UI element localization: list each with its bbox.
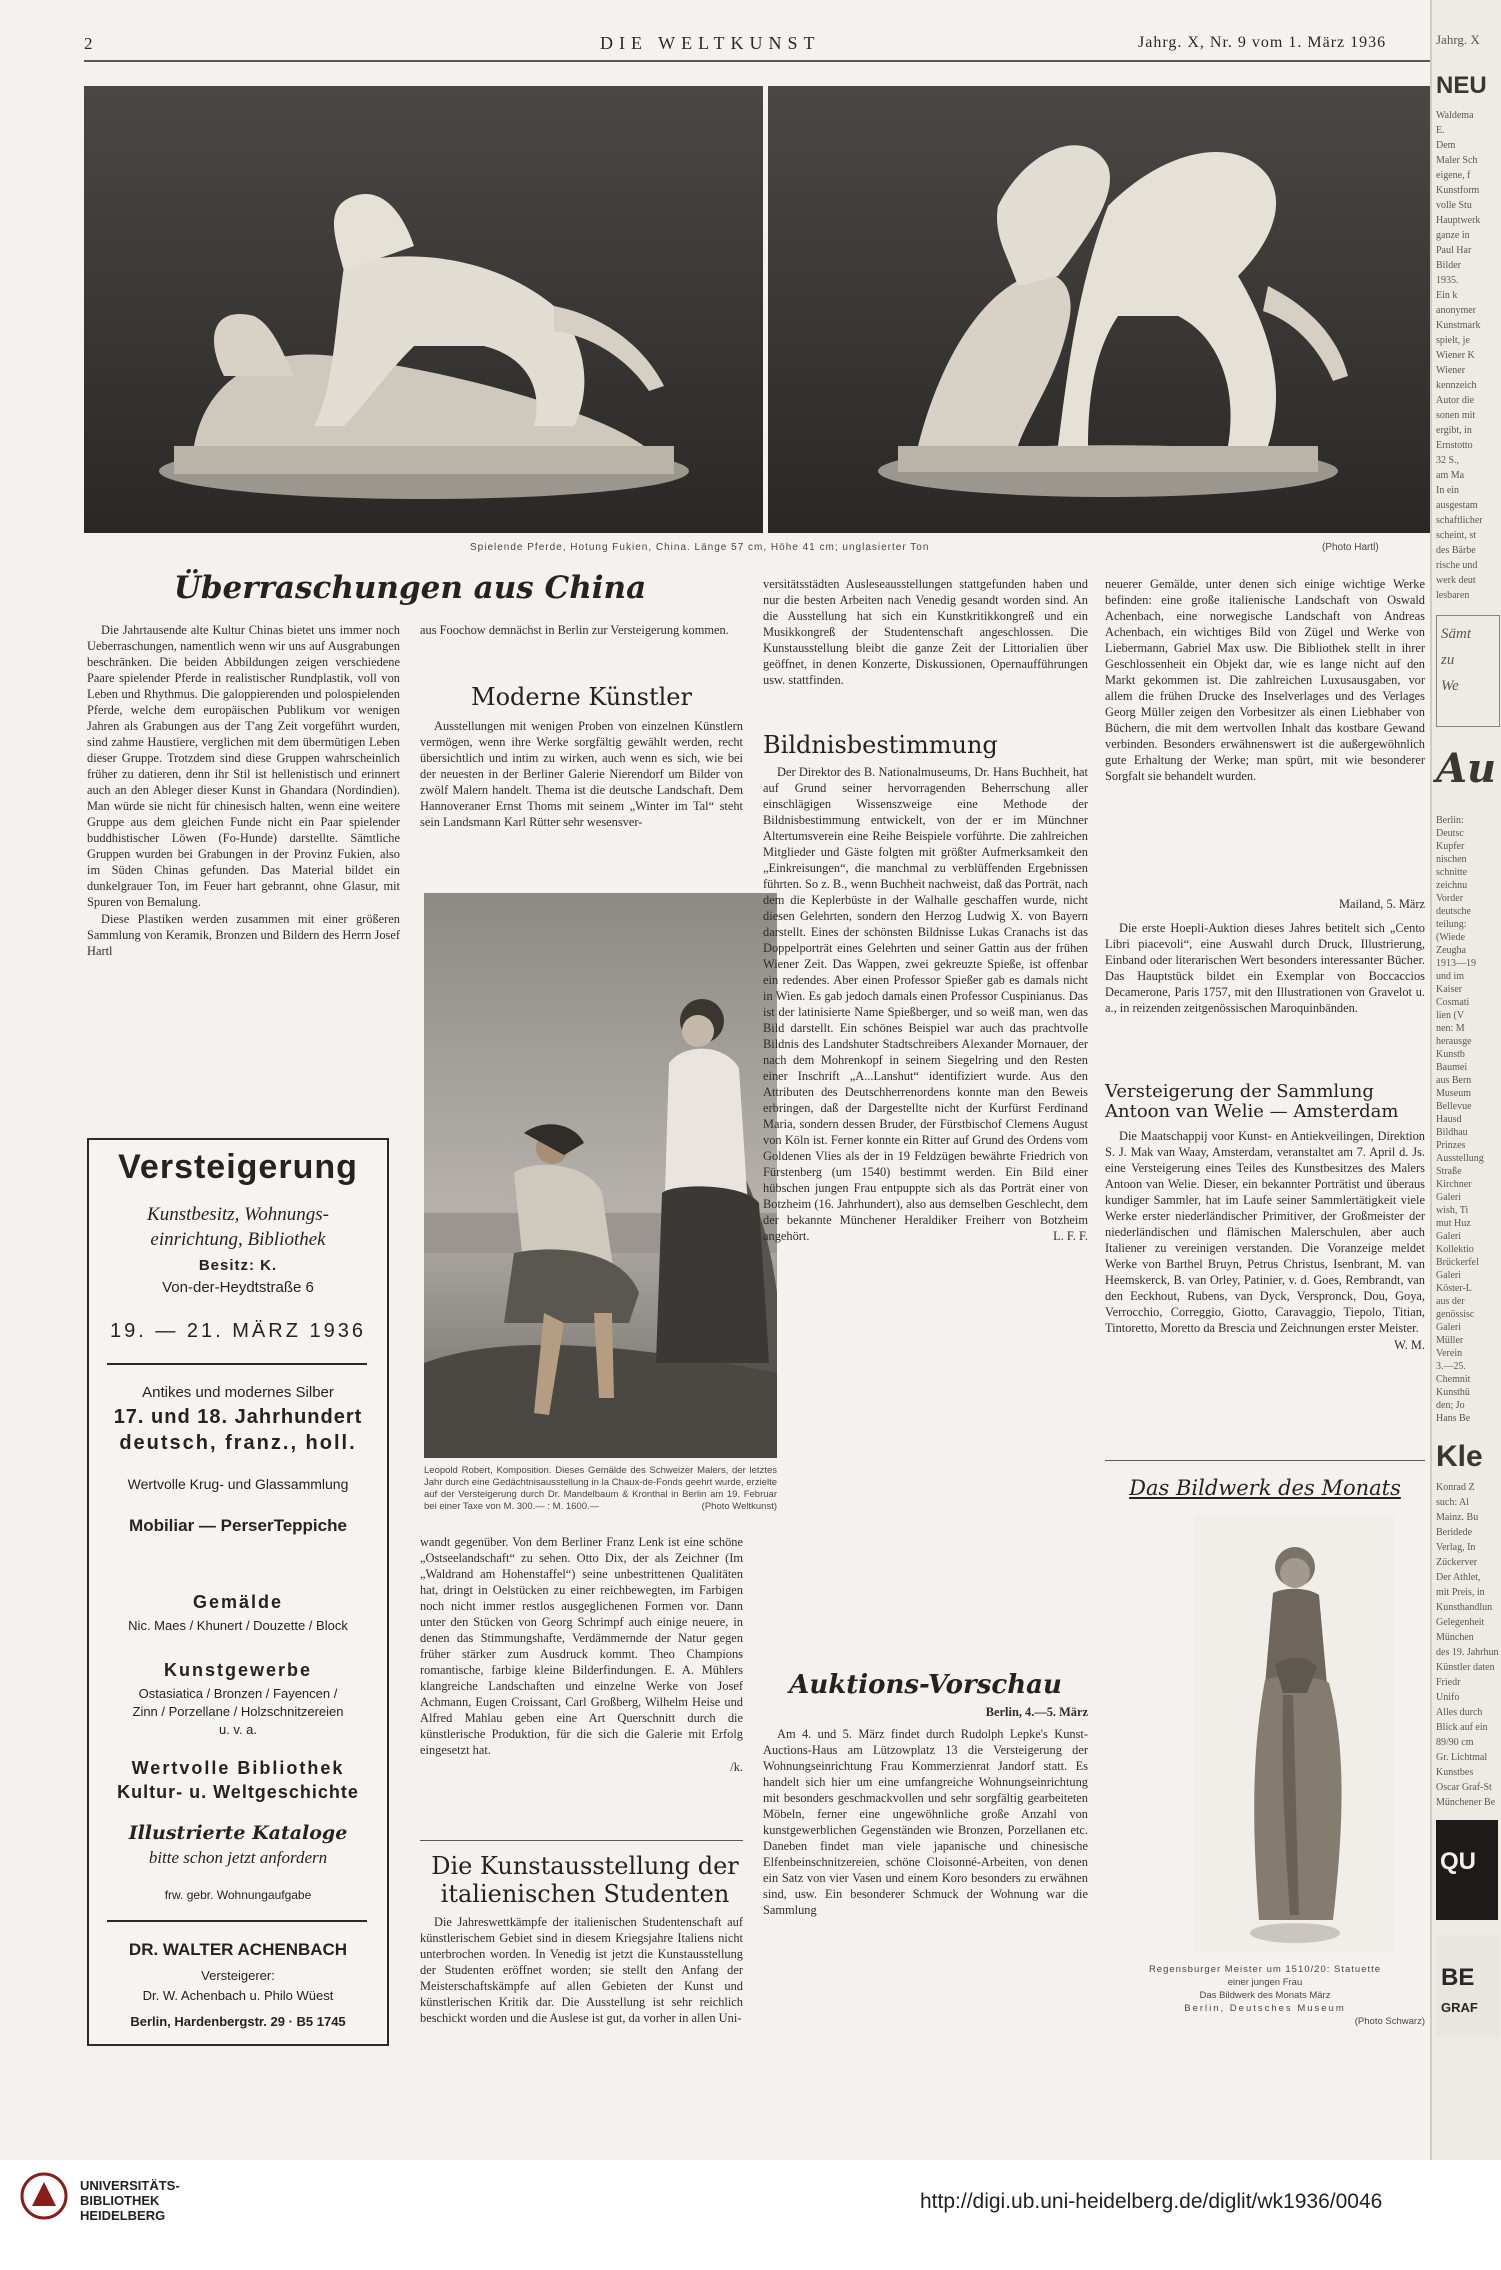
adjacent-lines3-line: Der Athlet, — [1436, 1572, 1481, 1583]
header-rule — [84, 60, 1430, 62]
article-portrait-identification-signature: L. F. F. — [1053, 1229, 1088, 1243]
adjacent-lines3-line: Münchener Be — [1436, 1797, 1496, 1808]
adjacent-lines3-line: Konrad Z — [1436, 1482, 1475, 1493]
adjacent-lines3-line: Gelegenheit — [1436, 1617, 1485, 1628]
adjacent-lines-line: 1935. — [1436, 275, 1459, 286]
ad-paintings-heading: Gemälde — [192, 1592, 284, 1612]
article-modern-artists-paragraph-1: Ausstellungen mit wenigen Proben von einzelnen Künstlern vermögen, wenn ihre Werke sorgfältig gewählt werden, recht übersichtlich und intim zu wirken, auch wenn es sich, wie bei der neuesten in der Berliner Galerie Nierendorf um Bilder von zwölf Malern handelt. Thema ist die deutsche Landschaft. Dem Hannoveraner Ernst Thoms mit seinem „Winter im Tal“ steht sein Landsmann Karl Rütter sehr wesensver- — [420, 719, 743, 829]
adjacent-lines-line: rische und — [1436, 560, 1478, 571]
ad-address: Von-der-Heydtstraße 6 — [162, 1279, 314, 1296]
adjacent-lines3-line: mit Preis, in — [1436, 1587, 1485, 1598]
adjacent-lines3-line: 89/90 cm — [1436, 1737, 1474, 1748]
ad-origin: deutsch, franz., holl. — [119, 1432, 357, 1454]
adjacent-lines2-line: Verein — [1436, 1348, 1463, 1359]
ad-auctioneer-names: Dr. W. Achenbach u. Philo Wüest — [142, 1988, 334, 2003]
adjacent-lines-line: des Bärbe — [1436, 545, 1476, 556]
ad-crafts-2: Zinn / Porzellane / Holzschnitzereien — [132, 1704, 344, 1719]
article-modern-artists-part1 — [420, 718, 743, 831]
horse-sculpture-illustration — [84, 86, 763, 533]
university-seal-icon — [18, 2170, 70, 2222]
adjacent-lines-line: sonen mit — [1436, 410, 1476, 421]
adjacent-lines2-line: Galeri — [1436, 1192, 1461, 1203]
adjacent-page-grey-ad — [1436, 1935, 1500, 2037]
page-number: 2 — [84, 34, 94, 53]
article-van-welie-signature: W. M. — [1394, 1338, 1425, 1352]
adjacent-lines2-line: Brückerfel — [1436, 1257, 1479, 1268]
milan-paragraph: Die erste Hoepli-Auktion dieses Jahres betitelt sich „Cento Libri piacevoli“, eine Auswahl durch Druck, Illustrierung, Einband oder literarischen Wert besonders interessanter Bücher. Das Hauptstück bildet ein Exemplar von Boccaccios Decamerone, Paris 1757, mit den Illustrationen von Gravelot u. a., in reizenden zeitgenössischen Maroquinbänden. — [1105, 921, 1425, 1015]
auction-advertisement — [87, 1138, 389, 2046]
adjacent-lines2-line: 1913—19 — [1436, 958, 1476, 969]
adjacent-lines3-line: Mainz. Bu — [1436, 1512, 1479, 1523]
adjacent-lines3-line: Künstler daten — [1436, 1662, 1495, 1673]
column-4-divider — [1105, 1460, 1425, 1461]
ad-firm: DR. WALTER ACHENBACH — [128, 1940, 348, 1959]
ad-silver: Antikes und modernes Silber — [142, 1384, 334, 1401]
adjacent-lines3-line: Blick auf ein — [1436, 1722, 1488, 1733]
adjacent-page-black-ad — [1436, 1820, 1498, 1920]
adjacent-lines-line: Paul Har — [1436, 245, 1472, 256]
adjacent-lines3-line: such: Al — [1436, 1497, 1470, 1508]
painting-caption — [424, 1465, 777, 1513]
adjacent-lines-line: Kunstform — [1436, 185, 1480, 196]
ad-crafts-heading: Kunstgewerbe — [163, 1660, 313, 1680]
adjacent-lines-line: Bilder — [1436, 260, 1461, 271]
adjacent-lines2-line: wish, Ti — [1436, 1205, 1469, 1216]
ad-library-2: Kultur- u. Weltgeschichte — [117, 1782, 359, 1802]
ad-owner: Besitz: K. — [198, 1257, 278, 1274]
university-name-line-1: UNIVERSITÄTS- — [80, 2178, 180, 2193]
adjacent-lines2-line: teilung: — [1436, 919, 1467, 930]
adjacent-lines2-line: und im — [1436, 971, 1465, 982]
adjacent-lines-line: lesbaren — [1436, 590, 1470, 601]
adjacent-page-black-ad-text: QU — [1440, 1848, 1476, 1875]
article-van-welie — [1105, 1128, 1425, 1353]
adjacent-lines2-line: Kunstb — [1436, 1049, 1465, 1060]
adjacent-lines2-line: Baumei — [1436, 1062, 1468, 1073]
adjacent-page-strip — [1430, 0, 1501, 2160]
adjacent-page-box-line-2: zu — [1441, 652, 1455, 668]
article-title-van-welie-line-1: Versteigerung der Sammlung — [1105, 1081, 1374, 1102]
adjacent-lines2-line: Galeri — [1436, 1322, 1461, 1333]
adjacent-lines2-line: zeichnu — [1436, 880, 1468, 891]
top-photo-caption: Spielende Pferde, Hotung Fukien, China. Länge 57 cm, Höhe 41 cm; unglasierter Ton — [470, 542, 930, 553]
ad-painters: Nic. Maes / Khunert / Douzette / Block — [128, 1618, 348, 1633]
article-title-student-exhibition — [420, 1852, 750, 1908]
adjacent-lines2-line: mut Huz — [1436, 1218, 1471, 1229]
digitization-url[interactable]: http://digi.ub.uni-heidelberg.de/diglit/wk1936/0046 — [920, 2190, 1383, 2213]
statuette-illustration — [1195, 1515, 1395, 1953]
adjacent-lines-line: Maler Sch — [1436, 155, 1478, 166]
adjacent-lines-line: In ein — [1436, 485, 1460, 496]
adjacent-page-grey-ad-text-1: BE — [1441, 1964, 1475, 1991]
ad-catalogues-request: bitte schon jetzt anfordern — [148, 1848, 328, 1867]
horse-sculpture-photo-left — [84, 86, 763, 533]
adjacent-lines3-line: Zückerver — [1436, 1557, 1478, 1568]
adjacent-page-box-line-3: We — [1441, 678, 1459, 694]
university-library-name — [80, 2178, 180, 2223]
adjacent-lines2-line: Galeri — [1436, 1231, 1461, 1242]
adjacent-lines3-line: Kunsthandlun — [1436, 1602, 1493, 1613]
adjacent-lines2-line: Prinzes — [1436, 1140, 1466, 1151]
article-china-paragraph-1: Die Jahrtausende alte Kultur Chinas bietet uns immer noch Ueberraschungen, namentlich wenn wir uns auf Ausgrabungen beschränken. Die beiden Abbildungen zeigen verschiedene Paare spielender Pferde in realistischer Rundplastik, voll von Leben und Rhythmus. Die galoppierenden und polospielenden Pferde, welche dem europäischen Publikum vor wenigen Jahren als Grabungen aus der T'ang Zeit vorgeführt wurden, sind zahme Haustiere, verglichen mit dem übermütigen Leben dieser Gruppe. Trotzdem sind diese Gruppen wahrscheinlich früher zu datieren, denn ihr Stil ist hellenistisch und erinnert auch an den Ableger dieser Kunst in Ghandara (Nordindien). Man würde sie nicht für chinesisch halten, wenn eine weitere Gruppe aus dem gleichen Funde nicht ein Paar spielender buddhistischer Löwen (Fo-Hunde) darstellte. Sämtliche Gruppen wurden bei Grabungen in der Provinz Fukien, also im Süden Chinas gefunden. Das Material bildet ein dunkelgrauer Ton, im Feuer hart gebrannt, ohne Glasur, mit Spuren von Bemalung. — [87, 623, 400, 909]
ad-subtitle-2: einrichtung, Bibliothek — [150, 1229, 326, 1250]
adjacent-page-grey-ad-text-2: GRAF — [1441, 2000, 1478, 2015]
article-china-col2 — [420, 622, 743, 639]
article-title-van-welie — [1105, 1082, 1425, 1122]
adjacent-lines2-line: genössisc — [1436, 1309, 1475, 1320]
ad-reason: frw. gebr. Wohnungaufgabe — [164, 1888, 312, 1902]
adjacent-lines-line: kennzeich — [1436, 380, 1477, 391]
adjacent-lines3-line: Oscar Graf-St — [1436, 1782, 1492, 1793]
adjacent-lines2-line: Kupfer — [1436, 841, 1465, 852]
adjacent-lines2-line: schnitte — [1436, 867, 1468, 878]
article-title-auction-preview: Auktions-Vorschau — [789, 1670, 1062, 1700]
ad-crafts-3: u. v. a. — [218, 1722, 258, 1737]
adjacent-lines-line: volle Stu — [1436, 200, 1472, 211]
statuette-photo — [1195, 1515, 1395, 1953]
statuette-credit: (Photo Schwarz) — [1354, 2016, 1425, 2027]
adjacent-lines2-line: Museum — [1436, 1088, 1471, 1099]
adjacent-lines2-line: Kollektio — [1436, 1244, 1474, 1255]
adjacent-lines2-line: 3.—25. — [1436, 1361, 1466, 1372]
bildwerk-title: Das Bildwerk des Monats — [1129, 1476, 1401, 1500]
painting-illustration — [424, 893, 777, 1458]
adjacent-lines2-line: nen: M — [1436, 1023, 1465, 1034]
adjacent-lines3-line: des 19. Jahrhun — [1436, 1647, 1499, 1658]
article-auction-preview — [763, 1704, 1088, 1919]
adjacent-lines2-line: Kirchner — [1436, 1179, 1472, 1190]
ad-catalogues: Illustrierte Kataloge — [128, 1822, 348, 1844]
article-student-exhibition-paragraph-2: versitätsstädten Ausleseausstellungen stattgefunden haben und nur die besten Arbeiten nach Venedig gesandt worden sind. An die Ausstellung hat sich ein Kunstkritikkongreß und ein Musikkongreß der Studentenschaft angeschlossen. Die Kunstausstellung bleibt die ganze Zeit der Littorialien über geöffnet, in denen Konzerte, Diskussionen, Opernaufführungen usw. stattfinden. — [763, 577, 1088, 687]
article-student-exhibition — [420, 1914, 743, 2027]
article-title-van-welie-line-2: Antoon van Welie — Amsterdam — [1105, 1101, 1399, 1122]
adjacent-lines2-line: lien (V — [1436, 1010, 1465, 1021]
ad-dates: 19. — 21. MÄRZ 1936 — [110, 1320, 366, 1342]
newspaper-title: DIE WELTKUNST — [600, 33, 821, 53]
adjacent-lines2-line: nischen — [1436, 854, 1467, 865]
adjacent-lines2-line: Chemnit — [1436, 1374, 1471, 1385]
adjacent-lines3-line: Verlag, In — [1436, 1542, 1476, 1553]
article-student-exhibition-paragraph-1: Die Jahreswettkämpfe der italienischen Studentenschaft auf künstlerischem Gebiet sind in diesem Kriegsjahre Italiens nicht unterbrochen worden. In Venedig ist jetzt die Kunstausstellung der Studenten eröffnet worden; sie stellt den Anfang der Meisterschaftskämpfe auf allen Gebieten der Kunst und künstlerischen Kritik dar. Die Ausstellung ist sehr reichlich beschickt worden und die Auslese ist gut, da vorher in allen Uni- — [420, 1915, 743, 2025]
adjacent-lines3-line: Kunstbes — [1436, 1767, 1474, 1778]
column-2-divider — [420, 1840, 743, 1841]
article-title-portrait-identification: Bildnisbestimmung — [763, 731, 998, 759]
adjacent-page-header: Jahrg. X — [1436, 32, 1480, 47]
adjacent-page-heading-neu: NEU — [1436, 72, 1487, 99]
adjacent-lines3-line: Unifo — [1436, 1692, 1460, 1703]
article-title-china: Überraschungen aus China — [173, 570, 647, 606]
adjacent-lines2-line: Kaiser — [1436, 984, 1463, 995]
adjacent-lines2-line: Hausd — [1436, 1114, 1462, 1125]
adjacent-lines2-line: Hans Be — [1436, 1413, 1471, 1424]
adjacent-lines-line: eigene, f — [1436, 170, 1471, 181]
ad-title: Versteigerung — [118, 1148, 358, 1186]
statuette-caption-line-1: Regensburger Meister um 1510/20: Statuette — [1148, 1964, 1382, 1975]
adjacent-page-box — [1436, 615, 1500, 727]
adjacent-page-heading-au: Au — [1436, 745, 1497, 792]
article-title-student-exhibition-line-1: Die Kunstausstellung der — [431, 1852, 739, 1880]
article-title-student-exhibition-line-2: italienischen Studenten — [440, 1880, 730, 1908]
article-portrait-identification-paragraph: Der Direktor des B. Nationalmuseums, Dr. Hans Buchheit, hat auf Grund seiner hervorragenden Beherrschung aller einschlägigen Wissenszweige eine Methode der Bildnisbestimmung entwickelt, von der er im Münchner Altertumsverein eine Reihe Beispiele vorführte. Die zahlreichen Mitglieder und Gäste folgten mit größter Aufmerksamkeit den „Einkreisungen“, die manchmal zu verblüffenden Ergebnissen führten. So z. B., wenn Buchheit nachweist, daß das Porträt, nach dem die Keplerbüste in der Walhalle geschaffen wurde, nicht diesen Gelehrten, sondern den Herzog Ludwig X. von Bayern darstellt. Eines der schönsten Bildnisse Lukas Cranachs ist das Doppelporträt eines Gelehrten und seiner Gattin aus der frühen Wiener Zeit. Das Wappen, zwei gekreuzte Spieße, ist offenbar ein redendes. Aber einen Professor Spießer gab es damals nicht in Wien. Es gab jedoch damals einen Professor Cuspinianus. Das ist der latinisierte Name Spießberger, und so weiß man, wen das Bild darstellt. Ein schönes Beispiel war auch das prachtvolle Bildnis des Landshuter Stadtschreibers Alexander Mornauer, der nach dem Mohrenkopf in seinem Siegelring und den Resten einer Inschrift „A...Lanshut“ identifiziert wurde. Aus den Attributen des Deutschherrenordens konnte man den Beweis erbringen, daß der Dargestellte nicht der Kurfürst Ferdinand Maria, sondern dessen Bruder, der Fürstbischof Clemens August von Köln ist. Ferner konnte ein Ritter auf Grund des Ordens vom Goldenen Vlies als der in 19 Feldzügen bewährte Friedrich von Fürstenberg (um 1540) bestimmt werden. Ein Bild einer hübschen jungen Frau entpuppte sich als das Porträt einer von Botzheim (16. Jahrhundert), also aus demselben Geschlecht, dem der bekannte Münchener Heraldiker Freiherr von Botzheim angehört. — [763, 765, 1088, 1243]
adjacent-page-box-line-1: Sämt — [1441, 626, 1471, 642]
adjacent-lines3-line: Gr. Lichtmal — [1436, 1752, 1488, 1763]
adjacent-lines2-line: Bellevue — [1436, 1101, 1472, 1112]
university-name-line-3: HEIDELBERG — [80, 2208, 166, 2223]
adjacent-lines2-line: Deutsc — [1436, 828, 1464, 839]
ad-glass: Wertvolle Krug- und Glassammlung — [127, 1476, 349, 1492]
adjacent-lines2-line: herausge — [1436, 1036, 1472, 1047]
adjacent-lines2-line: Galeri — [1436, 1270, 1461, 1281]
adjacent-lines2-line: Köster-L — [1436, 1283, 1472, 1294]
adjacent-lines-line: Wiener K — [1436, 350, 1475, 361]
statuette-caption-line-3: Das Bildwerk des Monats März — [1199, 1990, 1331, 2001]
adjacent-lines2-line: aus der — [1436, 1296, 1465, 1307]
statuette-caption-line-4: Berlin, Deutsches Museum — [1184, 2003, 1346, 2014]
adjacent-lines-line: Wiener — [1436, 365, 1466, 376]
article-modern-artists-paragraph-2: wandt gegenüber. Von dem Berliner Franz Lenk ist eine schöne „Ostseelandschaft“ zu sehen. Otto Dix, der als Zeichner (Im „Waldrand am Hohenstaffel“) seine unbestrittenen Qualitäten hat, dringt in Oelstücken zu einer reichbewegten, im Farbigen noch nicht immer restlos ausgeglichenen Formen vor. Dann unter den Stücken von Georg Schrimpf auch einige neuere, in denen das Stimmungshafte, Verdämmernde der Natur gegen früher stärker zum Ausdruck kommt. Theo Champions romantische, farbige kleine Bilderfindungen. E. A. Mühlers klangreiche Landschaften und einzelne Werke von Josef Achmann, Eugen Croissant, Carl Großberg, Wilhelm Heise und Alfred Mahlau geben eine Art Querschnitt durch die künstlerische Produktion, für die sich die Galerie mit Erfolg eingesetzt hat. — [420, 1535, 743, 1757]
auction-preview-paragraph-1: Am 4. und 5. März findet durch Rudolph Lepke's Kunst-Auctions-Haus am Lützowplatz 13 die Versteigerung der Wohnungseinrichtung Frau Kommerzienrat Jandorf statt. Es handelt sich hier um eine umfangreiche Wohnungseinrichtung mit besonders geschmackvollen und sehr sorgfältig gearbeiteten Möbeln, ferner eine ungewöhnliche große Anzahl von kunstgewerblichen Gegenständen wie Bronzen, Porzellanen etc. Daneben findet man viele japanische und chinesische Elfenbeinschnitzereien, schöne Cloisonné-Arbeiten, von denen ein Satz von vier Vasen und einem Koro besonders zu erwähnen sind, usw. Ein besonderer Schmuck der Wohnung war die Sammlung — [763, 1727, 1088, 1917]
ad-library-1: Wertvolle Bibliothek — [131, 1758, 345, 1778]
adjacent-lines2-line: deutsche — [1436, 906, 1471, 917]
ad-rule-1 — [107, 1363, 367, 1365]
ad-crafts-1: Ostasiatica / Bronzen / Fayencen / — [138, 1686, 338, 1701]
adjacent-lines-line: Ernstotto — [1436, 440, 1473, 451]
adjacent-lines-line: anonymer — [1436, 305, 1476, 316]
painting-credit: (Photo Weltkunst) — [701, 1501, 777, 1512]
adjacent-lines-line: Ein k — [1436, 290, 1458, 301]
horse-sculpture-illustration-2 — [768, 86, 1430, 533]
article-modern-artists-part2 — [420, 1534, 743, 1775]
adjacent-lines-line: E. — [1436, 125, 1445, 136]
horse-sculpture-photo-right — [768, 86, 1430, 533]
adjacent-lines2-line: Vorder — [1436, 893, 1464, 904]
adjacent-lines-line: spielt, je — [1436, 335, 1470, 346]
ad-contact: Berlin, Hardenbergstr. 29 · B5 1745 — [130, 2014, 346, 2029]
ad-century: 17. und 18. Jahrhundert — [113, 1406, 363, 1428]
article-portrait-identification-top — [763, 764, 1088, 1245]
statuette-caption — [1105, 1963, 1425, 2028]
adjacent-lines-line: ergibt, in — [1436, 425, 1472, 436]
adjacent-lines-line: werk deut — [1436, 575, 1476, 586]
adjacent-lines-line: ganze in — [1436, 230, 1470, 241]
ad-subtitle-1: Kunstbesitz, Wohnungs- — [147, 1204, 329, 1225]
milan-report — [1105, 896, 1425, 1017]
article-portrait-identification-intro — [763, 764, 1088, 1244]
ad-mobiliar: Mobiliar — PerserTeppiche — [129, 1516, 347, 1535]
adjacent-lines3-line: Alles durch — [1436, 1707, 1483, 1718]
statuette-caption-line-2: einer jungen Frau — [1227, 1977, 1303, 1988]
top-photo-credit: (Photo Hartl) — [1322, 542, 1379, 553]
adjacent-lines2-line: Müller — [1436, 1335, 1464, 1346]
article-van-welie-paragraph: Die Maatschappij voor Kunst- en Antiekveilingen, Direktion S. J. Mak van Waay, Amsterdam, veranstaltet am 7. April d. Js. eine Versteigerung eines Teiles des Kunstbesitzes des Malers Antoon van Welie. Dieser, ein bekannter Porträtist und überaus kundiger Sammler, hat im Laufe seiner Sammlertätigkeit viele Werke erster niederländischer Primitiver, der Großmeister der niederländischen und flämischen Malerschulen, aber auch Italiener zu vereinigen verstanden. Die Voranzeige meldet Werke von Barthel Bruyn, Petrus Christus, Isenbrant, M. van Heemskerck, B. van Orley, Patinier, v. d. Goes, Rembrandt, van den Eeckhout, Rubens, van Dyck, Verspronck, Dou, Goya, Verrocchio, Correggio, Giotto, Caravaggio, Tiepolo, Titian, Tintoretto, Moretto da Brescia und Zeichnungen erster Meister. — [1105, 1129, 1425, 1335]
adjacent-lines2-line: Bildhau — [1436, 1127, 1468, 1138]
adjacent-lines-line: 32 S., — [1436, 455, 1460, 466]
adjacent-lines-line: Autor die — [1436, 395, 1475, 406]
adjacent-page-heading-kle: Kle — [1436, 1440, 1483, 1473]
auction-preview-paragraph-2: neuerer Gemälde, unter denen sich einige wichtige Werke befinden: eine große italienische Landschaft von Oswald Achenbach, eine norwegische Landschaft von Andreas Achenbach, ein wichtiges Bild von Zügel und Werke von Liebermann, Gabriel Max usw. Die Bibliothek stellt in ihrer Geschlossenheit ein Objekt dar, wie es lange nicht auf den Markt gekommen ist. Die zahlreichen Luxusausgaben, vor allem die frühen Drucke des Inselverlages und des Verlages Georg Müller zeigen den Vorbesitzer als einen Liebhaber von Büchern, die mit dem wertvollen Inhalt das kostbare Gewand verbinden. Besonders erwähnenswert ist die außergewöhnlich gute Erhaltung der Werke; man spürt, mit wie besonderer Sorgfalt sie behandelt wurden. — [1105, 577, 1425, 783]
article-china-col1 — [87, 622, 400, 960]
article-title-modern-artists: Moderne Künstler — [471, 683, 692, 711]
adjacent-lines3-line: Friedr — [1436, 1677, 1461, 1688]
milan-dateline: Mailand, 5. März — [1338, 897, 1425, 911]
adjacent-lines-line: Kunstmark — [1436, 320, 1481, 331]
ad-auctioneer-label: Versteigerer: — [201, 1968, 275, 1983]
adjacent-lines-line: ausgestam — [1436, 500, 1478, 511]
adjacent-lines2-line: aus Bern — [1436, 1075, 1472, 1086]
article-modern-artists-signature: /k. — [730, 1760, 743, 1774]
ad-rule-2 — [107, 1920, 367, 1922]
adjacent-lines-line: scheint, st — [1436, 530, 1476, 541]
painting-caption-text: Leopold Robert, Komposition. Dieses Gemälde des Schweizer Malers, der letztes Jahr durch eine Gedächtnisausstellung in la Chaux-de-Fonds geehrt wurde, erzielte auf der Versteigerung durch Dr. Mandelbaum & Kronthal in Berlin am 19. Februar bei einer Taxe von M. 300.— : M. 1600.— — [424, 1465, 777, 1512]
adjacent-lines-line: Dem — [1436, 140, 1456, 151]
adjacent-lines-line: schaftlicher — [1436, 515, 1483, 526]
adjacent-lines3-line: München — [1436, 1632, 1474, 1643]
adjacent-lines-line: Waldema — [1436, 110, 1474, 121]
adjacent-lines2-line: Ausstellung — [1436, 1153, 1484, 1164]
adjacent-lines2-line: den; Jo — [1436, 1400, 1465, 1411]
issue-info: Jahrg. X, Nr. 9 vom 1. März 1936 — [1138, 34, 1387, 51]
adjacent-lines-line: am Ma — [1436, 470, 1465, 481]
adjacent-lines2-line: (Wiede — [1436, 932, 1466, 943]
article-student-exhibition-continued — [763, 576, 1088, 689]
adjacent-lines2-line: Cosmati — [1436, 997, 1470, 1008]
article-china-paragraph-2: Diese Plastiken werden zusammen mit einer größeren Sammlung von Keramik, Bronzen und Bildern des Herrn Josef Hartl — [87, 912, 400, 958]
digitization-footer — [0, 2160, 1501, 2270]
adjacent-lines2-line: Kunsthü — [1436, 1387, 1470, 1398]
adjacent-lines3-line: Beridede — [1436, 1527, 1473, 1538]
auction-preview-continued — [1105, 576, 1425, 785]
article-china-paragraph-2-continued: aus Foochow demnächst in Berlin zur Versteigerung kommen. — [420, 623, 729, 637]
adjacent-lines-line: Hauptwerk — [1436, 215, 1481, 226]
auction-preview-dateline: Berlin, 4.—5. März — [985, 1705, 1088, 1719]
leopold-robert-painting — [424, 893, 777, 1458]
university-name-line-2: BIBLIOTHEK — [80, 2193, 160, 2208]
adjacent-lines2-line: Straße — [1436, 1166, 1462, 1177]
adjacent-lines2-line: Zeugha — [1436, 945, 1466, 956]
adjacent-lines2-line: Berlin: — [1436, 815, 1464, 826]
